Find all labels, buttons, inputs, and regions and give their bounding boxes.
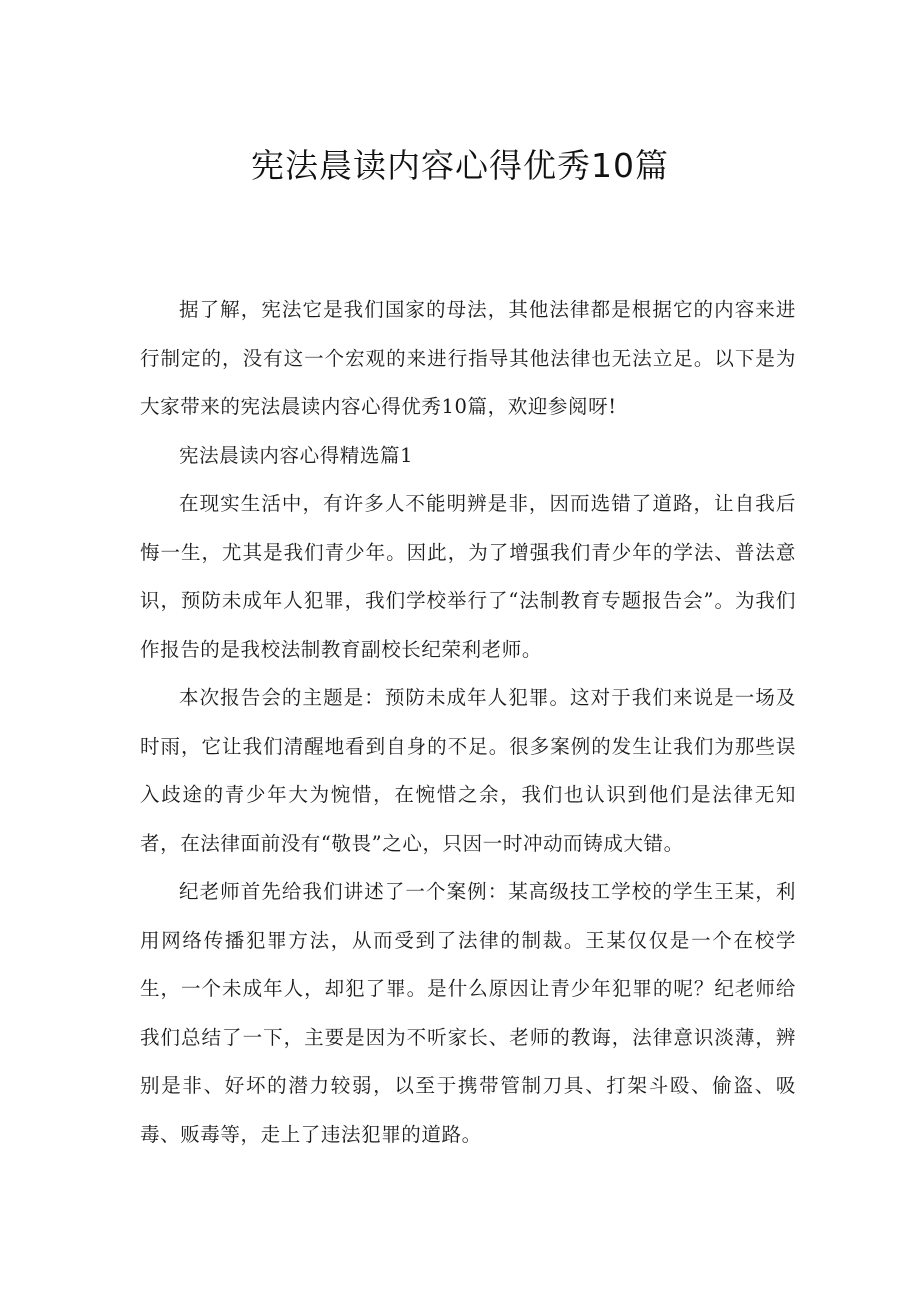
document-body (140, 286, 796, 1159)
section-heading: 宪法晨读内容心得精选篇1 (179, 443, 414, 467)
body-paragraph-3: 纪老师首先给我们讲述了一个案例：某高级技工学校的学生王某，利用网络传播犯罪方法，从而受到了法律的制裁。王某仅仅是一个在校学生，一个未成年人，却犯了罪。是什么原因让青少年犯罪的呢？纪老师给我们总结了一下，主要是因为不听家长、老师的教诲，法律意识淡薄，辨别是非、好坏的潜力较弱，以至于携带管制刀具、打架斗殴、偷盗、吸毒、贩毒等，走上了违法犯罪的道路。 (140, 880, 796, 1146)
document-title: 宪法晨读内容心得优秀10篇 (251, 146, 669, 185)
body-paragraph-1: 在现实生活中，有许多人不能明辨是非，因而选错了道路，让自我后悔一生，尤其是我们青少年。因此，为了增强我们青少年的学法、普法意识，预防未成年人犯罪，我们学校举行了“法制教育专题报告会”。为我们作报告的是我校法制教育副校长纪荣利老师。 (140, 492, 796, 661)
body-paragraph-2: 本次报告会的主题是：预防未成年人犯罪。这对于我们来说是一场及时雨，它让我们清醒地看到自身的不足。很多案例的发生让我们为那些误入歧途的青少年大为惋惜，在惋惜之余，我们也认识到他们是法律无知者，在法律面前没有“敬畏”之心，只因一时冲动而铸成大错。 (140, 686, 796, 855)
intro-paragraph: 据了解，宪法它是我们国家的母法，其他法律都是根据它的内容来进行制定的，没有这一个宏观的来进行指导其他法律也无法立足。以下是为大家带来的宪法晨读内容心得优秀10篇，欢迎参阅呀! (140, 298, 796, 418)
